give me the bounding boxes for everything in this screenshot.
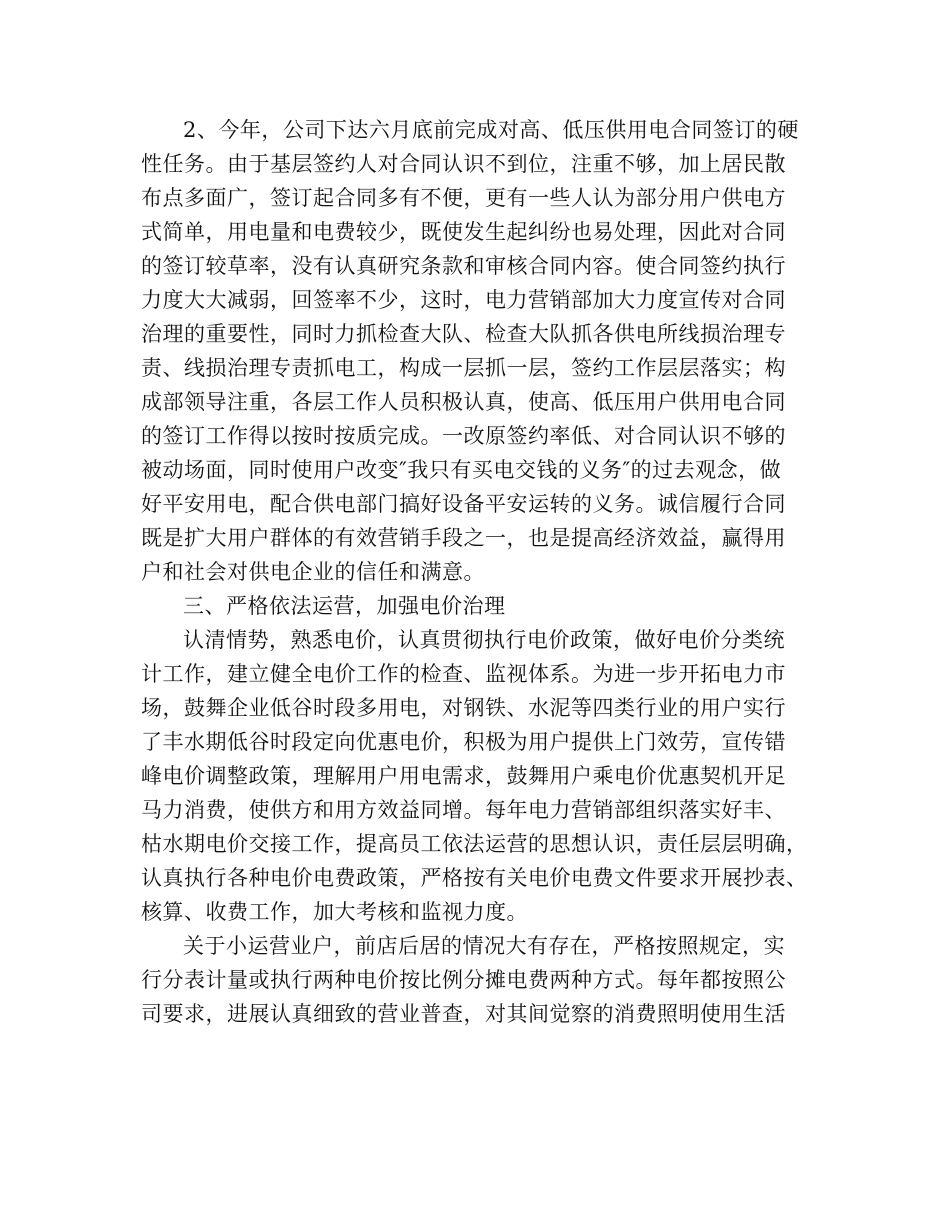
paragraph-1-line-1: 2、今年，公司下达六月底前完成对高、低压供用电合同签订的硬 xyxy=(183,118,799,142)
section-heading: 三、严格依法运营，加强电价治理 xyxy=(183,594,506,618)
paragraph-2-line-1: 认清情势，熟悉电价，认真贯彻执行电价政策，做好电价分类统 xyxy=(183,628,785,652)
paragraph-2-line-5: 峰电价调整政策，理解用户用电需求，鼓舞用户乘电价优惠契机开足 xyxy=(141,764,786,788)
paragraph-2-line-2: 计工作，建立健全电价工作的检查、监视体系。为进一步开拓电力市 xyxy=(141,662,786,686)
paragraph-3-line-3: 司要求，进展认真细致的营业普查，对其间觉察的消费照明使用生活 xyxy=(141,1002,786,1026)
paragraph-2-line-3: 场，鼓舞企业低谷时段多用电，对钢铁、水泥等四类行业的用户实行 xyxy=(141,696,786,720)
paragraph-1-line-9: 成部领导注重，各层工作人员积极认真，使高、低压用户供用电合同 xyxy=(141,390,786,414)
paragraph-1-line-2: 性任务。由于基层签约人对合同认识不到位，注重不够，加上居民散 xyxy=(141,152,786,176)
paragraph-1-line-5: 的签订较草率，没有认真研究条款和审核合同内容。使合同签约执行 xyxy=(141,254,786,278)
paragraph-2-line-4: 了丰水期低谷时段定向优惠电价，积极为用户提供上门效劳，宣传错 xyxy=(141,730,786,754)
paragraph-1-line-12: 好平安用电，配合供电部门搞好设备平安运转的义务。诚信履行合同 xyxy=(141,492,786,516)
paragraph-1-line-13: 既是扩大用户群体的有效营销手段之一，也是提高经济效益，赢得用 xyxy=(141,526,786,550)
paragraph-1-line-11: 被动场面，同时使用户改变″我只有买电交钱的义务″的过去观念，做 xyxy=(141,458,782,482)
paragraph-2-line-6: 马力消费，使供方和用方效益同增。每年电力营销部组织落实好丰、 xyxy=(141,798,786,822)
paragraph-3-line-2: 行分表计量或执行两种电价按比例分摊电费两种方式。每年都按照公 xyxy=(141,968,786,992)
paragraph-1-line-10: 的签订工作得以按时按质完成。一改原签约率低、对合同认识不够的 xyxy=(141,424,786,448)
paragraph-1-line-8: 责、线损治理专责抓电工，构成一层抓一层，签约工作层层落实；构 xyxy=(141,356,786,380)
paragraph-2-line-7: 枯水期电价交接工作，提高员工依法运营的思想认识，责任层层明确， xyxy=(141,832,808,856)
paragraph-2-line-9: 核算、收费工作，加大考核和监视力度。 xyxy=(141,900,528,924)
paragraph-1-line-4: 式简单，用电量和电费较少，既使发生起纠纷也易处理，因此对合同 xyxy=(141,220,786,244)
paragraph-3-line-1: 关于小运营业户，前店后居的情况大有存在，严格按照规定，实 xyxy=(183,934,785,958)
paragraph-1-line-14: 户和社会对供电企业的信任和满意。 xyxy=(141,560,485,584)
paragraph-1-line-3: 布点多面广，签订起合同多有不便，更有一些人认为部分用户供电方 xyxy=(141,186,786,210)
paragraph-1-line-7: 治理的重要性，同时力抓检查大队、检查大队抓各供电所线损治理专 xyxy=(141,322,786,346)
paragraph-2-line-8: 认真执行各种电价电费政策，严格按有关电价电费文件要求开展抄表、 xyxy=(141,866,808,890)
paragraph-1-line-6: 力度大大减弱，回签率不少，这时，电力营销部加大力度宣传对合同 xyxy=(141,288,786,312)
